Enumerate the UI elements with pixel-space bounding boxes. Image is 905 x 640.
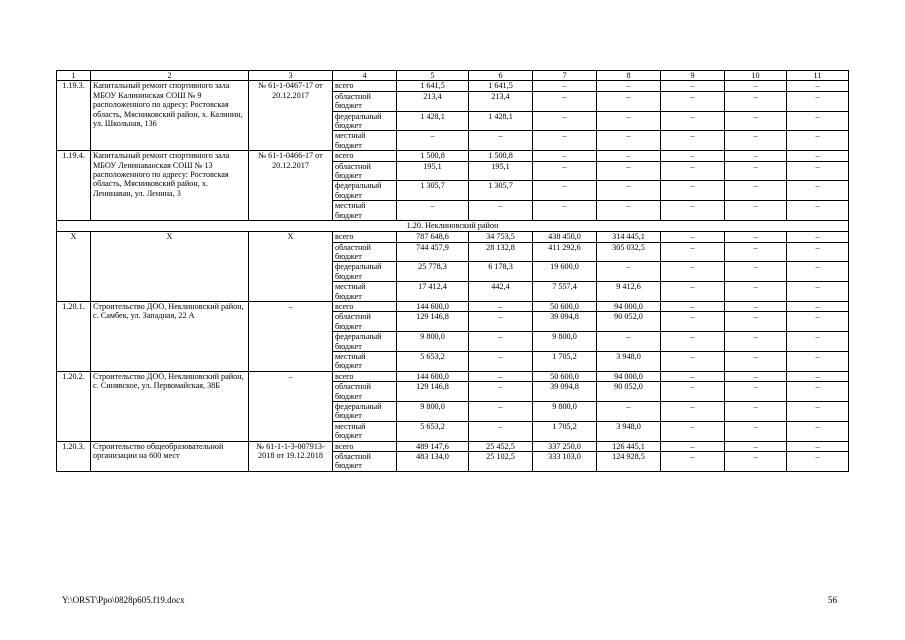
funding-source: местный бюджет xyxy=(333,282,397,302)
value-cell: – xyxy=(469,201,533,221)
funding-source: местный бюджет xyxy=(333,351,397,371)
value-cell: 787 648,6 xyxy=(397,232,469,242)
funding-source: федеральный бюджет xyxy=(333,332,397,352)
value-cell: 1 428,1 xyxy=(397,111,469,131)
item-number: 1.19.3. xyxy=(57,81,91,151)
table-row xyxy=(57,81,849,91)
value-cell: – xyxy=(787,262,849,282)
value-cell: 129 146,8 xyxy=(397,312,469,332)
header-row xyxy=(57,71,849,81)
funding-source: всего xyxy=(333,81,397,91)
value-cell: – xyxy=(725,371,787,381)
section-row xyxy=(57,221,849,232)
value-cell: 744 457,9 xyxy=(397,242,469,262)
value-cell: – xyxy=(597,201,661,221)
value-cell: – xyxy=(661,262,725,282)
value-cell: – xyxy=(597,111,661,131)
value-cell: 126 445,1 xyxy=(597,441,661,451)
value-cell: – xyxy=(661,91,725,111)
value-cell: 144 600,0 xyxy=(397,301,469,311)
header-cell: 11 xyxy=(787,71,849,81)
value-cell: 7 557,4 xyxy=(533,282,597,302)
funding-source: всего xyxy=(333,441,397,451)
header-cell: 8 xyxy=(597,71,661,81)
value-cell: – xyxy=(469,402,533,422)
value-cell: 1 641,5 xyxy=(469,81,533,91)
value-cell: – xyxy=(661,301,725,311)
value-cell: – xyxy=(533,111,597,131)
value-cell: – xyxy=(397,201,469,221)
value-cell: 94 000,0 xyxy=(597,301,661,311)
header-cell: 9 xyxy=(661,71,725,81)
value-cell: 3 948,0 xyxy=(597,351,661,371)
value-cell: – xyxy=(725,421,787,441)
budget-table xyxy=(56,70,849,472)
value-cell: – xyxy=(397,131,469,151)
item-number: 1.20.3. xyxy=(57,441,91,471)
value-cell: 411 292,6 xyxy=(533,242,597,262)
value-cell: – xyxy=(725,452,787,472)
value-cell: – xyxy=(725,282,787,302)
funding-source: областной бюджет xyxy=(333,452,397,472)
value-cell: – xyxy=(725,382,787,402)
value-cell: – xyxy=(661,312,725,332)
item-number: 1.20.1. xyxy=(57,301,91,371)
value-cell: – xyxy=(661,181,725,201)
value-cell: – xyxy=(725,161,787,181)
funding-source: областной бюджет xyxy=(333,161,397,181)
value-cell: 314 445,1 xyxy=(597,232,661,242)
value-cell: – xyxy=(661,81,725,91)
value-cell: – xyxy=(787,371,849,381)
funding-source: областной бюджет xyxy=(333,382,397,402)
value-cell: – xyxy=(787,81,849,91)
item-document: – xyxy=(249,301,333,371)
value-cell: – xyxy=(787,201,849,221)
value-cell: 9 412,6 xyxy=(597,282,661,302)
value-cell: – xyxy=(469,351,533,371)
value-cell: – xyxy=(725,242,787,262)
value-cell: 442,4 xyxy=(469,282,533,302)
value-cell: – xyxy=(661,201,725,221)
value-cell: – xyxy=(469,371,533,381)
funding-source: областной бюджет xyxy=(333,312,397,332)
value-cell: – xyxy=(725,91,787,111)
value-cell: – xyxy=(661,131,725,151)
value-cell: – xyxy=(787,282,849,302)
value-cell: 144 600,0 xyxy=(397,371,469,381)
item-name: Строительство общеобразовательной организации на 600 мест xyxy=(91,441,249,471)
value-cell: 3 948,0 xyxy=(597,421,661,441)
value-cell: – xyxy=(787,441,849,451)
table-row xyxy=(57,301,849,311)
value-cell: 438 450,0 xyxy=(533,232,597,242)
item-document: № 61-1-0467-17 от 20.12.2017 xyxy=(249,81,333,151)
value-cell: 90 052,0 xyxy=(597,312,661,332)
funding-source: всего xyxy=(333,232,397,242)
funding-source: федеральный бюджет xyxy=(333,111,397,131)
table-row xyxy=(57,371,849,381)
value-cell: – xyxy=(787,301,849,311)
funding-source: федеральный бюджет xyxy=(333,262,397,282)
item-name: Строительство ДОО, Неклиновский район, с. Самбек, ул. Западная, 22 А xyxy=(91,301,249,371)
value-cell: 5 653,2 xyxy=(397,351,469,371)
value-cell: – xyxy=(725,111,787,131)
value-cell: – xyxy=(787,242,849,262)
value-cell: 1 305,7 xyxy=(469,181,533,201)
value-cell: – xyxy=(725,332,787,352)
value-cell: 1 705,2 xyxy=(533,351,597,371)
item-document: № 61-1-0466-17 от 20.12.2017 xyxy=(249,151,333,221)
value-cell: 50 600,0 xyxy=(533,371,597,381)
value-cell: – xyxy=(787,111,849,131)
value-cell: 1 500,8 xyxy=(397,151,469,161)
value-cell: – xyxy=(533,181,597,201)
value-cell: 1 500,8 xyxy=(469,151,533,161)
value-cell: 195,1 xyxy=(397,161,469,181)
header-cell: 6 xyxy=(469,71,533,81)
value-cell: – xyxy=(533,151,597,161)
value-cell: – xyxy=(787,181,849,201)
value-cell: – xyxy=(787,312,849,332)
value-cell: – xyxy=(661,282,725,302)
header-cell: 2 xyxy=(91,71,249,81)
value-cell: 1 705,2 xyxy=(533,421,597,441)
value-cell: 213,4 xyxy=(397,91,469,111)
funding-source: федеральный бюджет xyxy=(333,402,397,422)
value-cell: – xyxy=(787,351,849,371)
value-cell: – xyxy=(469,131,533,151)
value-cell: 25 452,5 xyxy=(469,441,533,451)
funding-source: местный бюджет xyxy=(333,421,397,441)
value-cell: – xyxy=(597,151,661,161)
item-document: № 61-1-1-3-007913-2018 от 19.12.2018 xyxy=(249,441,333,471)
value-cell: 90 052,0 xyxy=(597,382,661,402)
value-cell: – xyxy=(787,452,849,472)
value-cell: – xyxy=(787,382,849,402)
value-cell: – xyxy=(787,161,849,181)
value-cell: – xyxy=(725,201,787,221)
value-cell: – xyxy=(661,402,725,422)
value-cell: – xyxy=(597,81,661,91)
funding-source: местный бюджет xyxy=(333,201,397,221)
value-cell: 9 800,0 xyxy=(533,402,597,422)
value-cell: 305 032,5 xyxy=(597,242,661,262)
value-cell: – xyxy=(661,421,725,441)
header-cell: 4 xyxy=(333,71,397,81)
value-cell: – xyxy=(787,332,849,352)
table-row xyxy=(57,151,849,161)
value-cell: 9 800,0 xyxy=(397,332,469,352)
value-cell: – xyxy=(469,312,533,332)
value-cell: 1 305,7 xyxy=(397,181,469,201)
value-cell: – xyxy=(725,402,787,422)
header-cell: 3 xyxy=(249,71,333,81)
value-cell: – xyxy=(533,161,597,181)
value-cell: – xyxy=(725,441,787,451)
section-title: 1.20. Неклиновский район xyxy=(57,221,849,232)
value-cell: 6 178,3 xyxy=(469,262,533,282)
value-cell: 50 600,0 xyxy=(533,301,597,311)
funding-source: всего xyxy=(333,301,397,311)
value-cell: – xyxy=(597,402,661,422)
value-cell: – xyxy=(725,301,787,311)
header-cell: 1 xyxy=(57,71,91,81)
funding-source: федеральный бюджет xyxy=(333,181,397,201)
value-cell: – xyxy=(661,232,725,242)
page-number: 56 xyxy=(828,595,837,605)
value-cell: – xyxy=(533,201,597,221)
value-cell: 129 146,8 xyxy=(397,382,469,402)
item-document: Х xyxy=(249,232,333,302)
value-cell: – xyxy=(661,351,725,371)
value-cell: 17 412,4 xyxy=(397,282,469,302)
value-cell: – xyxy=(725,81,787,91)
value-cell: 34 753,5 xyxy=(469,232,533,242)
value-cell: – xyxy=(661,441,725,451)
value-cell: – xyxy=(533,81,597,91)
value-cell: 489 147,6 xyxy=(397,441,469,451)
funding-source: местный бюджет xyxy=(333,131,397,151)
value-cell: – xyxy=(533,131,597,151)
value-cell: – xyxy=(661,452,725,472)
value-cell: 5 653,2 xyxy=(397,421,469,441)
value-cell: – xyxy=(597,161,661,181)
value-cell: 1 641,5 xyxy=(397,81,469,91)
value-cell: – xyxy=(725,131,787,151)
value-cell: – xyxy=(661,382,725,402)
funding-source: областной бюджет xyxy=(333,91,397,111)
value-cell: – xyxy=(469,301,533,311)
value-cell: – xyxy=(787,131,849,151)
value-cell: – xyxy=(661,242,725,262)
value-cell: – xyxy=(597,262,661,282)
value-cell: 483 134,0 xyxy=(397,452,469,472)
value-cell: 39 094,8 xyxy=(533,382,597,402)
value-cell: – xyxy=(597,131,661,151)
footer-file-path: Y:\ORST\Ppo\0828p605.f19.docx xyxy=(62,595,185,605)
value-cell: 213,4 xyxy=(469,91,533,111)
value-cell: – xyxy=(597,332,661,352)
value-cell: 25 778,3 xyxy=(397,262,469,282)
value-cell: 337 250,0 xyxy=(533,441,597,451)
value-cell: 19 600,0 xyxy=(533,262,597,282)
value-cell: 28 132,8 xyxy=(469,242,533,262)
funding-source: всего xyxy=(333,151,397,161)
value-cell: – xyxy=(787,91,849,111)
value-cell: 9 800,0 xyxy=(533,332,597,352)
table-row xyxy=(57,441,849,451)
value-cell: 1 428,1 xyxy=(469,111,533,131)
value-cell: – xyxy=(787,402,849,422)
value-cell: 195,1 xyxy=(469,161,533,181)
item-document: – xyxy=(249,371,333,441)
value-cell: – xyxy=(661,111,725,131)
value-cell: – xyxy=(469,332,533,352)
item-number: Х xyxy=(57,232,91,302)
value-cell: 333 103,0 xyxy=(533,452,597,472)
value-cell: 39 094,8 xyxy=(533,312,597,332)
funding-source: всего xyxy=(333,371,397,381)
item-name: Капитальный ремонт спортивного зала МБОУ Калининская СОШ № 9 расположенного по адресу: Ростовская область, Мясниковский район, х. Калинин, ул. Школьная, 136 xyxy=(91,81,249,151)
value-cell: 124 928,5 xyxy=(597,452,661,472)
value-cell: 94 000,0 xyxy=(597,371,661,381)
value-cell: – xyxy=(725,312,787,332)
value-cell: 9 800,0 xyxy=(397,402,469,422)
item-number: 1.20.2. xyxy=(57,371,91,441)
value-cell: – xyxy=(725,351,787,371)
value-cell: – xyxy=(725,232,787,242)
header-cell: 10 xyxy=(725,71,787,81)
value-cell: – xyxy=(661,151,725,161)
item-name: Капитальный ремонт спортивного зала МБОУ Ленинаванская СОШ № 13 расположенного по адресу: Ростовская область, Мясниковский район, х. Ленинаван, ул. Ленина, 3 xyxy=(91,151,249,221)
item-name: Строительство ДОО, Неклиновский район, с. Синявское, ул. Первомайская, 38Б xyxy=(91,371,249,441)
header-cell: 7 xyxy=(533,71,597,81)
value-cell: 25 102,5 xyxy=(469,452,533,472)
value-cell: – xyxy=(787,232,849,242)
value-cell: – xyxy=(661,332,725,352)
header-cell: 5 xyxy=(397,71,469,81)
value-cell: – xyxy=(725,262,787,282)
value-cell: – xyxy=(597,181,661,201)
table-row xyxy=(57,232,849,242)
funding-source: областной бюджет xyxy=(333,242,397,262)
value-cell: – xyxy=(725,151,787,161)
value-cell: – xyxy=(661,371,725,381)
value-cell: – xyxy=(469,382,533,402)
value-cell: – xyxy=(469,421,533,441)
value-cell: – xyxy=(725,181,787,201)
value-cell: – xyxy=(533,91,597,111)
item-number: 1.19.4. xyxy=(57,151,91,221)
item-name: Х xyxy=(91,232,249,302)
value-cell: – xyxy=(597,91,661,111)
value-cell: – xyxy=(787,421,849,441)
value-cell: – xyxy=(787,151,849,161)
value-cell: – xyxy=(661,161,725,181)
